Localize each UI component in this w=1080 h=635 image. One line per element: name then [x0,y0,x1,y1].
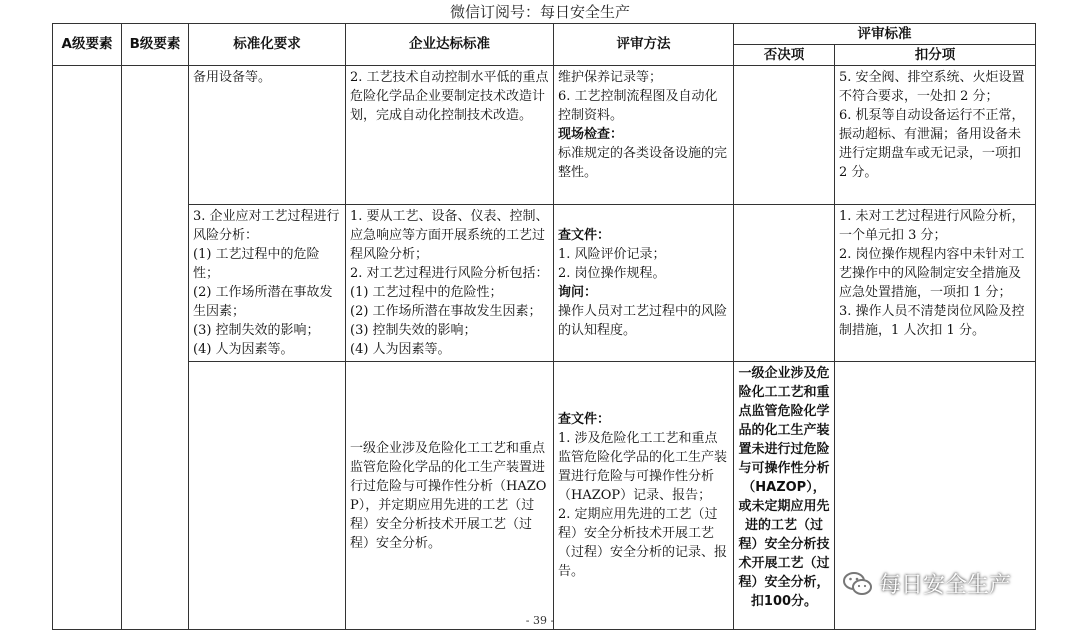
veto-cell [734,205,835,362]
col-deduct: 扣分项 [835,45,1036,66]
standard-cell [189,362,346,630]
target-cell: 1. 要从工艺、设备、仪表、控制、应急响应等方面开展系统的工艺过程风险分析； 2. 对工艺过程进行风险分析包括： (1) 工艺过程中的危险性； (2) 工作场所潜在事故发生因素； (3) 控制失效的影响； (4) 人为因素等。 [346,205,554,362]
veto-cell [734,66,835,205]
deduct-cell: 1. 未对工艺过程进行风险分析，一个单元扣 3 分； 2. 岗位操作规程内容中未针对工艺操作中的风险制定安全措施及应急处置措施，一项扣 1 分； 3. 操作人员不清楚岗位风险及控制措施，1 人次扣 1 分。 [835,205,1036,362]
col-a-level: A级要素 [53,24,122,66]
col-method: 评审方法 [554,24,734,66]
method-cell: 查文件： 1. 风险评价记录； 2. 岗位操作规程。 询问： 操作人员对工艺过程中的风险的认知程度。 [554,205,734,362]
page-number: - 39 - [525,614,555,627]
page-header: 微信订阅号：每日安全生产 [449,3,630,21]
table-row [53,66,1036,205]
table-row [53,205,1036,362]
target-cell: 2. 工艺技术自动控制水平低的重点危险化学品企业要制定技术改造计划，完成自动化控制技术改造。 [346,66,554,205]
col-criteria: 评审标准 [734,24,1036,45]
standard-cell: 3. 企业应对工艺过程进行风险分析： (1) 工艺过程中的危险性； (2) 工作场所潜在事故发生因素； (3) 控制失效的影响； (4) 人为因素等。 [189,205,346,362]
deduct-cell: 5. 安全阀、排空系统、火炬设置不符合要求，一处扣 2 分； 6. 机泵等自动设备运行不正常，振动超标、有泄漏；备用设备未进行定期盘车或无记录，一项扣 2 分。 [835,66,1036,205]
col-b-level: B级要素 [122,24,189,66]
standard-cell: 备用设备等。 [189,66,346,205]
wechat-icon [843,571,873,597]
veto-cell: 一级企业涉及危险化工工艺和重点监管危险化学品的化工生产装置未进行过危险与可操作性分析（HAZOP），或未定期应用先进的工艺（过程）安全分析技术开展工艺（过程）安全分析，扣100分。 [734,362,835,630]
col-veto: 否决项 [734,45,835,66]
col-target: 企业达标标准 [346,24,554,66]
method-cell: 查文件： 1. 涉及危险化工工艺和重点监管危险化学品的化工生产装置进行危险与可操作性分析（HAZOP）记录、报告； 2. 定期应用先进的工艺（过程）安全分析技术开展工艺（过程）安全分析的记录、报告。 [554,362,734,630]
watermark-text: 每日安全生产 [879,573,1012,598]
target-cell: 一级企业涉及危险化工工艺和重点监管危险化学品的化工生产装置进行过危险与可操作性分析（HAZOP），并定期应用先进的工艺（过程）安全分析技术开展工艺（过程）安全分析。 [346,362,554,630]
method-cell: 维护保养记录等； 6. 工艺控制流程图及自动化控制资料。 现场检查： 标准规定的各类设备设施的完整性。 [554,66,734,205]
col-standard: 标准化要求 [189,24,346,66]
watermark [843,568,1011,599]
b-level-cell [122,66,189,630]
standards-table [52,23,1036,630]
a-level-cell [53,66,122,630]
